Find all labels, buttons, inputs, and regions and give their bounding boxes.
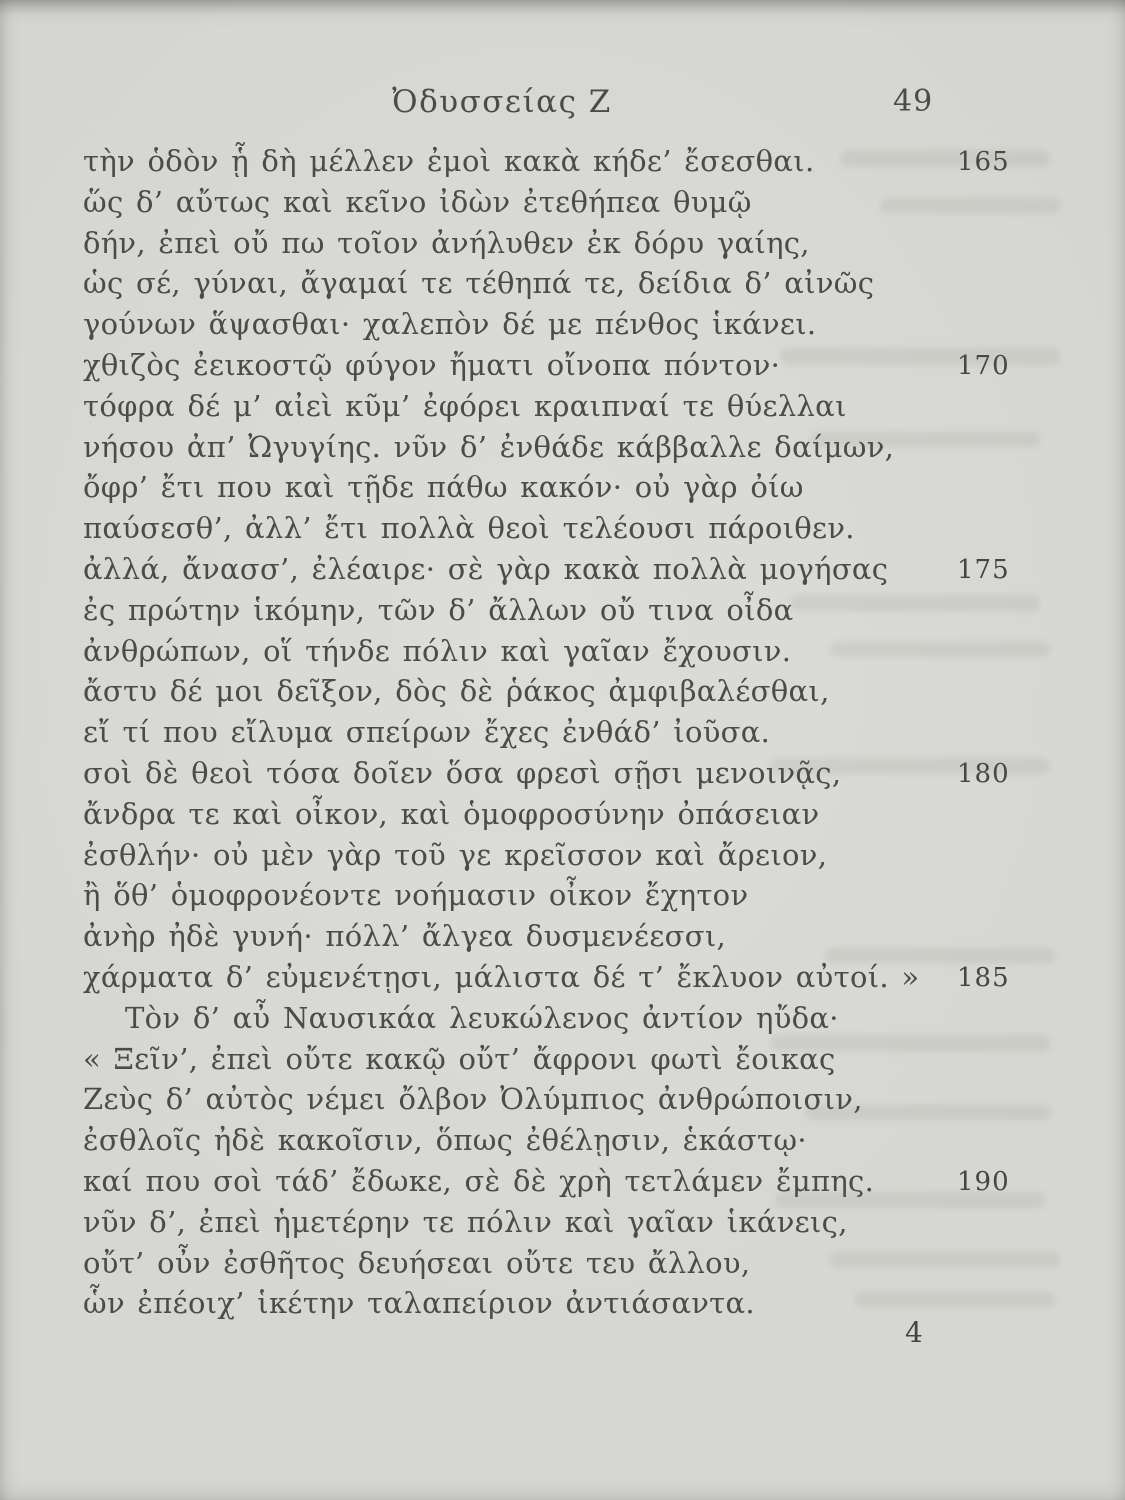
signature-mark: 4: [905, 1316, 923, 1349]
verse-text-block: [83, 141, 1103, 1324]
verse-line-text: ὧν ἐπέοιχ’ ἱκέτην ταλαπείριον ἀντιάσαντα.: [83, 1286, 755, 1321]
verse-line: [83, 141, 1103, 182]
verse-line-text: ἀλλά, ἄνασσ’, ἐλέαιρε· σὲ γὰρ κακὰ πολλὰ μογήσας: [83, 551, 889, 586]
verse-line-text: ἐς πρώτην ἱκόμην, τῶν δ’ ἄλλων οὔ τινα οἶδα: [83, 592, 794, 627]
verse-line-text: ἄνδρα τε καὶ οἶκον, καὶ ὁμοφροσύνην ὀπάσειαν: [83, 796, 820, 831]
verse-line: [83, 590, 1103, 631]
verse-line: [83, 1243, 1103, 1284]
verse-line-text: ὄφρ’ ἔτι που καὶ τῇδε πάθω κακόν· οὐ γὰρ ὀίω: [83, 470, 804, 505]
verse-line-text: ἀνθρώπων, οἵ τήνδε πόλιν καὶ γαῖαν ἔχουσιν.: [83, 633, 792, 668]
verse-line-text: ἢ ὅθ’ ὁμοφρονέοντε νοήμασιν οἶκον ἔχητον: [83, 878, 749, 913]
verse-line: [83, 753, 1103, 794]
verse-line: [83, 1120, 1103, 1161]
verse-line-text: Τὸν δ’ αὖ Ναυσικάα λευκώλενος ἀντίον ηὔδα·: [125, 1000, 839, 1035]
verse-line-number: 190: [957, 1166, 1010, 1197]
verse-line-text: νῦν δ’, ἐπεὶ ἡμετέρην τε πόλιν καὶ γαῖαν ἱκάνεις,: [83, 1204, 848, 1239]
verse-line: [83, 1202, 1103, 1243]
verse-line: [83, 386, 1103, 427]
verse-line-text: ἄστυ δέ μοι δεῖξον, δὸς δὲ ῥάκος ἀμφιβαλέσθαι,: [83, 674, 830, 709]
verse-line-number: 170: [957, 350, 1010, 381]
verse-line: [83, 223, 1103, 264]
verse-line: [83, 549, 1103, 590]
verse-line-text: οὔτ’ οὖν ἐσθῆτος δευήσεαι οὔτε τευ ἄλλου,: [83, 1245, 751, 1280]
verse-line-text: τόφρα δέ μ’ αἰεὶ κῦμ’ ἐφόρει κραιπναί τε θύελλαι: [83, 388, 847, 423]
verse-line-text: ἀνὴρ ἠδὲ γυνή· πόλλ’ ἄλγεα δυσμενέεσσι,: [83, 919, 727, 954]
verse-line: [83, 427, 1103, 468]
verse-line-text: ἐσθλοῖς ἠδὲ κακοῖσιν, ὅπως ἐθέλῃσιν, ἑκάστῳ·: [83, 1123, 807, 1158]
verse-line: [83, 916, 1103, 957]
verse-line-text: χθιζὸς ἐεικοστῷ φύγον ἤματι οἴνοπα πόντον·: [83, 347, 781, 382]
verse-line-text: Ζεὺς δ’ αὐτὸς νέμει ὄλβον Ὀλύμπιος ἀνθρώποισιν,: [83, 1082, 863, 1117]
verse-line: [83, 1039, 1103, 1080]
verse-line-text: εἴ τί που εἴλυμα σπείρων ἔχες ἐνθάδ’ ἰοῦσα.: [83, 715, 771, 750]
verse-line: [83, 875, 1103, 916]
verse-line: [83, 263, 1103, 304]
page-number: 49: [893, 84, 934, 119]
verse-line: [83, 1283, 1103, 1324]
verse-line-text: τὴν ὁδὸν ᾗ δὴ μέλλεν ἐμοὶ κακὰ κήδε’ ἔσεσθαι.: [83, 144, 815, 178]
verse-line-text: ὥς δ’ αὔτως καὶ κεῖνο ἰδὼν ἐτεθήπεα θυμῷ: [83, 184, 752, 219]
verse-line: [83, 794, 1103, 835]
verse-line: [83, 631, 1103, 672]
verse-line: [83, 304, 1103, 345]
verse-line: [83, 1079, 1103, 1120]
verse-line-text: σοὶ δὲ θεοὶ τόσα δοῖεν ὅσα φρεσὶ σῇσι μενοινᾷς,: [83, 755, 842, 790]
verse-line: [83, 957, 1103, 998]
verse-line-text: ἐσθλήν· οὐ μὲν γὰρ τοῦ γε κρεῖσσον καὶ ἄρειον,: [83, 837, 828, 872]
verse-line-number: 180: [957, 758, 1010, 789]
verse-line-text: παύσεσθ’, ἀλλ’ ἔτι πολλὰ θεοὶ τελέουσι πάροιθεν.: [83, 511, 855, 546]
verse-line-number: 175: [957, 554, 1010, 585]
verse-line-text: χάρματα δ’ εὐμενέτῃσι, μάλιστα δέ τ’ ἔκλυον αὐτοί. »: [83, 959, 920, 994]
verse-line: [83, 345, 1103, 386]
verse-line: [83, 671, 1103, 712]
verse-line: [83, 1161, 1103, 1202]
verse-line-text: καί που σοὶ τάδ’ ἔδωκε, σὲ δὲ χρὴ τετλάμεν ἔμπης.: [83, 1163, 875, 1198]
verse-line: [83, 467, 1103, 508]
verse-line-number: 165: [957, 147, 1010, 177]
verse-line-text: ὡς σέ, γύναι, ἄγαμαί τε τέθηπά τε, δείδια δ’ αἰνῶς: [83, 266, 875, 301]
verse-line: [83, 835, 1103, 876]
verse-line-text: γούνων ἅψασθαι· χαλεπὸν δέ με πένθος ἱκάνει.: [83, 307, 817, 342]
verse-line-number: 185: [957, 962, 1010, 993]
verse-line-text: « Ξεῖν’, ἐπεὶ οὔτε κακῷ οὔτ’ ἄφρονι φωτὶ ἔοικας: [83, 1041, 836, 1076]
running-title: Ὀδυσσείας Ζ: [392, 84, 612, 120]
verse-line: [83, 998, 1103, 1039]
verse-line-text: νήσου ἀπ’ Ὠγυγίης. νῦν δ’ ἐνθάδε κάββαλλε δαίμων,: [83, 429, 895, 464]
verse-line: [83, 182, 1103, 223]
verse-line: [83, 712, 1103, 753]
verse-line: [83, 508, 1103, 549]
verse-line-text: δήν, ἐπεὶ οὔ πω τοῖον ἀνήλυθεν ἐκ δόρυ γαίης,: [83, 225, 810, 260]
